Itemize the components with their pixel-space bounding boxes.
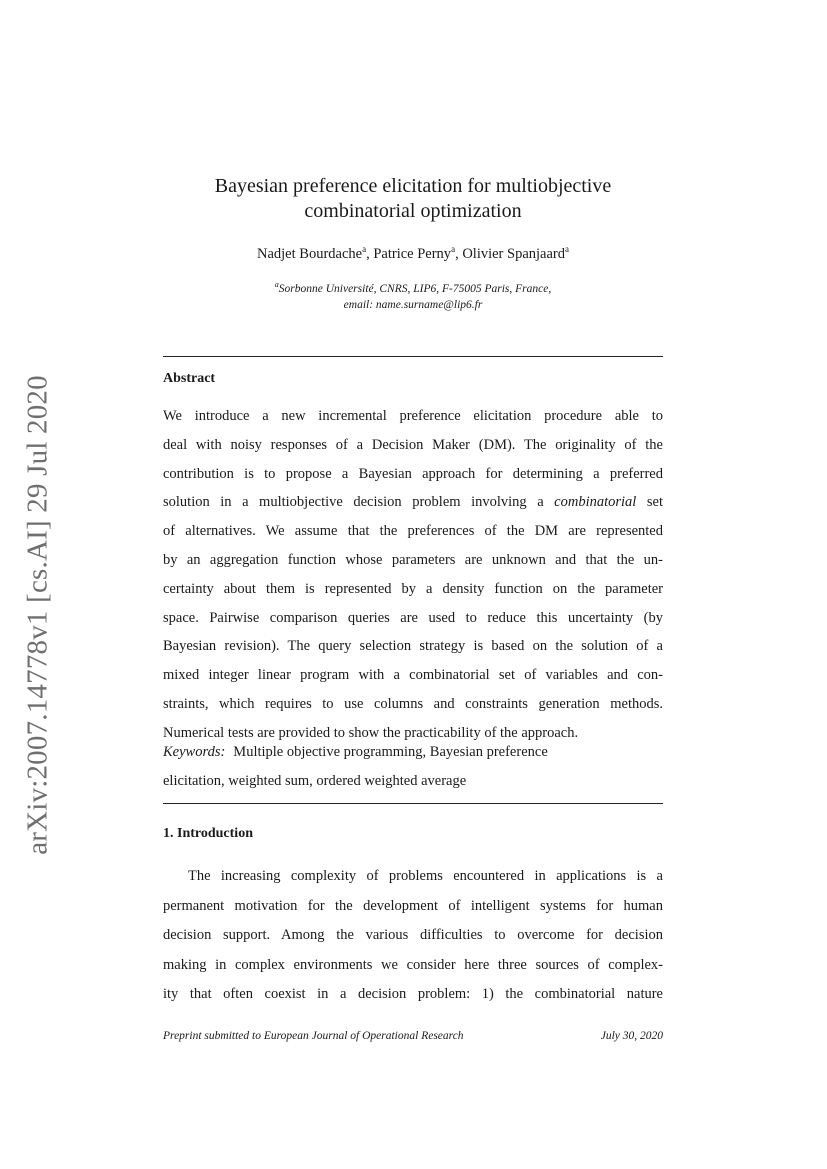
intro-line: decision support. Among the various difficulties to overcome for decision: [163, 927, 663, 943]
emphasis-combinatorial: combinatorial: [554, 494, 637, 511]
author-name: Olivier Spanjaard: [462, 245, 565, 262]
intro-line: The increasing complexity of problems encountered in applications is a: [188, 868, 663, 884]
title-line-1: Bayesian preference elicitation for multiobjective: [214, 175, 612, 197]
abstract-body: [163, 402, 663, 748]
author-name: Nadjet Bourdache: [257, 245, 363, 262]
author-list: Nadjet Bourdache$^a$, Patrice Perny$^a$, Olivier Spanjaard$^a$: [257, 244, 569, 262]
author-affil-marker: a: [565, 244, 569, 254]
keywords-line-1: Keywords: Multiple objective programming, Bayesian preference: [163, 744, 548, 760]
keywords-label: Keywords:: [163, 744, 226, 760]
keywords-block: [163, 738, 663, 796]
introduction-body: [163, 862, 663, 1010]
abstract-line: space. Pairwise comparison queries are used to reduce this uncertainty (by: [163, 609, 663, 626]
affiliation-marker: a: [274, 280, 279, 289]
affiliation-line-1: $^a$Sorbonne Université, CNRS, LIP6, F-75005 Paris, France,: [274, 280, 552, 295]
author-name: Patrice Perny: [373, 245, 452, 262]
abstract-line: certainty about them is represented by a density function on the parameter: [163, 580, 663, 597]
intro-line: ity that often coexist in a decision problem: 1) the combinatorial nature: [163, 986, 663, 1002]
abstract-line: straints, which requires to use columns and constraints generation methods.: [163, 695, 663, 712]
abstract-line: contribution is to propose a Bayesian approach for determining a preferred: [163, 465, 663, 482]
abstract-line: Bayesian revision). The query selection strategy is based on the solution of a: [163, 638, 663, 655]
footer-date: July 30, 2020: [600, 1030, 663, 1042]
abstract-top-rule: [163, 356, 663, 357]
affiliation: [163, 277, 663, 313]
abstract-line: Numerical tests are provided to show the practicability of the approach.: [163, 724, 579, 741]
arxiv-identifier-stamp: arXiv:2007.14778v1 [cs.AI] 29 Jul 2020: [21, 375, 54, 855]
author-affil-marker: a: [451, 244, 456, 254]
intro-line: making in complex environments we consider here three sources of complex-: [163, 956, 663, 973]
title-line-2: combinatorial optimization: [304, 200, 522, 222]
author-affil-marker: a: [362, 244, 367, 254]
abstract-line: We introduce a new incremental preference elicitation procedure able to: [163, 408, 663, 424]
abstract-line: deal with noisy responses of a Decision Maker (DM). The originality of the: [163, 436, 663, 453]
abstract-bottom-rule: [163, 803, 663, 804]
abstract-line: mixed integer linear program with a combinatorial set of variables and con-: [163, 667, 663, 684]
abstract-line: solution in a multiobjective decision problem involving a combinatorial set: [163, 494, 663, 511]
abstract-line: by an aggregation function whose parameters are unknown and that the un-: [163, 551, 663, 568]
paper-title: [163, 174, 663, 224]
keywords-line-2: elicitation, weighted sum, ordered weighted average: [163, 772, 467, 789]
affiliation-email: email: name.surname@lip6.fr: [343, 298, 483, 311]
abstract-heading: Abstract: [163, 371, 216, 386]
abstract-line: of alternatives. We assume that the preferences of the DM are represented: [163, 523, 663, 540]
footer-preprint-note: Preprint submitted to European Journal of Operational Research: [163, 1030, 464, 1042]
intro-line: permanent motivation for the development of intelligent systems for human: [163, 897, 663, 914]
section-heading-introduction: 1. Introduction: [163, 826, 253, 841]
